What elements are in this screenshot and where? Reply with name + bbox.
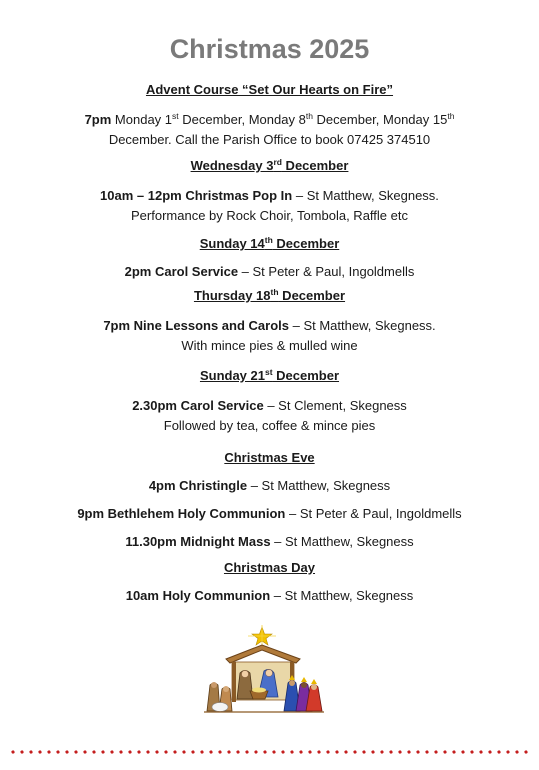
holy-communion-event: 10am Holy Communion – St Matthew, Skegness xyxy=(125,588,414,603)
schedule-page xyxy=(38,32,501,606)
st-clement-details: Followed by tea, coffee & mince pies xyxy=(163,418,376,433)
sunday-21-heading: Sunday 21st December xyxy=(199,367,340,383)
pop-in-event: 10am – 12pm Christmas Pop In – St Matthew, Skegness. xyxy=(100,188,439,203)
pop-in-details: Performance by Rock Choir, Tombola, Raffle etc xyxy=(131,208,408,223)
carol-service-event: 2pm Carol Service – St Peter & Paul, Ingoldmells xyxy=(124,264,415,279)
nine-lessons-details: With mince pies & mulled wine xyxy=(181,338,358,353)
christingle-event: 4pm Christingle – St Matthew, Skegness xyxy=(148,478,391,493)
advent-details: 7pm Monday 1st December, Monday 8th December, Monday 15th xyxy=(84,111,455,127)
advent-heading: Advent Course “Set Our Hearts on Fire” xyxy=(145,82,394,97)
christmas-day-heading: Christmas Day xyxy=(223,560,316,575)
advent-booking: December. Call the Parish Office to book 07425 374510 xyxy=(108,132,431,147)
stable-roof xyxy=(226,645,300,663)
st-clement-carol-event: 2.30pm Carol Service – St Clement, Skegness xyxy=(132,398,407,413)
wednesday-3-heading: Wednesday 3rd December xyxy=(190,157,349,173)
nine-lessons-event: 7pm Nine Lessons and Carols – St Matthew, Skegness. xyxy=(103,318,436,333)
page-title: Christmas 2025 xyxy=(169,34,370,64)
christmas-eve-heading: Christmas Eve xyxy=(224,450,315,465)
nativity-scene-icon xyxy=(200,625,328,715)
bethlehem-communion-event: 9pm Bethlehem Holy Communion – St Peter & Paul, Ingoldmells xyxy=(77,506,462,521)
thursday-18-heading: Thursday 18th December xyxy=(193,287,346,303)
sunday-14-heading: Sunday 14th December xyxy=(199,235,340,251)
midnight-mass-event: 11.30pm Midnight Mass – St Matthew, Skegness xyxy=(125,534,414,549)
